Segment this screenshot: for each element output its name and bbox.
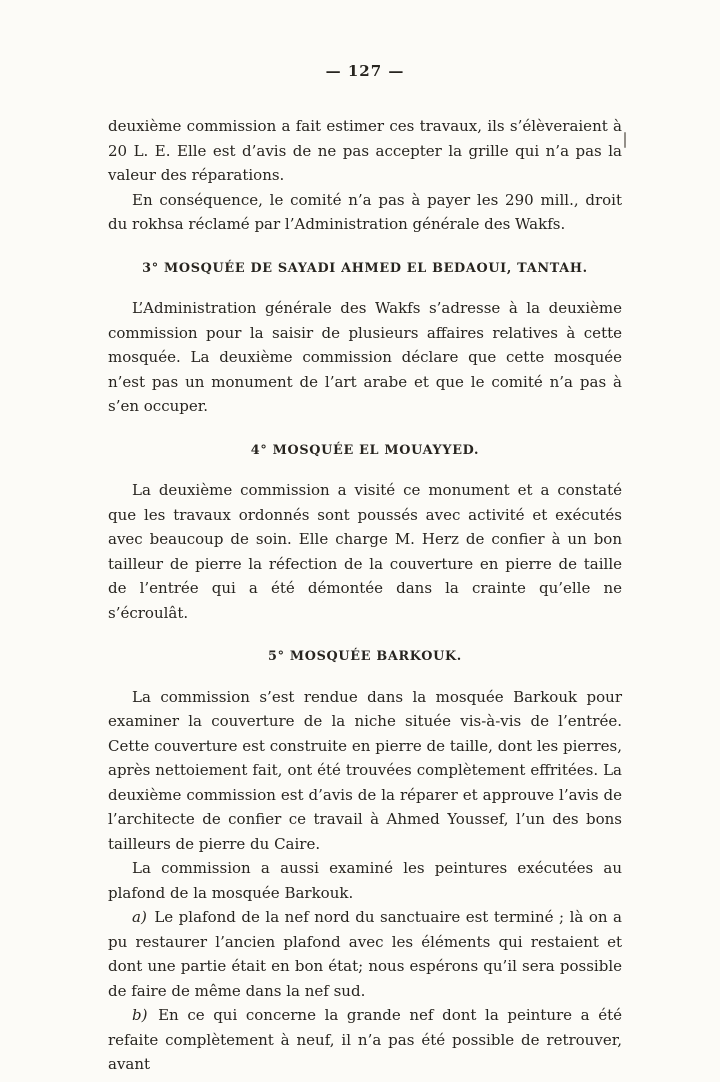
section-heading: 4° MOSQUÉE EL MOUAYYED.	[250, 442, 480, 458]
item-marker: b)	[132, 1006, 148, 1025]
item-marker: a)	[132, 908, 147, 927]
page-number: — 127 —	[325, 62, 405, 80]
list-paragraph	[108, 1003, 622, 1077]
paragraph: La commission s’est rendue dans la mosquée Barkouk pour examiner la couverture de la niche située vis-à-vis de l’entrée. Cette couverture est construite en pierre de taille, dont les pierres, après nettoiement fait, ont été trouvées complètement effritées. La deuxième commission est d’avis de la réparer et approuve l’avis de l’architecte de confier ce travail à Ahmed Youssef, l’un des bons tailleurs de pierre du Caire.	[108, 687, 622, 853]
paragraph: En conséquence, le comité n’a pas à payer les 290 mill., droit du rokhsa réclamé par l’Administration générale des Wakfs.	[108, 190, 622, 233]
paragraph: La commission a aussi examiné les peintures exécutées au plafond de la mosquée Barkouk.	[108, 859, 622, 902]
paragraph-text: Le plafond de la nef nord du sanctuaire est terminé ; là on a pu restaurer l’ancien plafond avec les éléments qui restaient et dont une partie était en bon état; nous espérons qu’il sera possible de faire de même dans la nef sud.	[108, 908, 622, 1000]
page-body	[108, 114, 622, 1077]
section-heading: 5° MOSQUÉE BARKOUK.	[268, 649, 462, 665]
list-paragraph	[108, 905, 622, 1003]
paragraph-text: En ce qui concerne la grande nef dont la peinture a été refaite complètement à neuf, il n’a pas été possible de retrouver, avant	[108, 1006, 622, 1074]
scan-artifact	[624, 132, 626, 148]
paragraph: deuxième commission a fait estimer ces travaux, ils s’élèveraient à 20 L. E. Elle est d’avis de ne pas accepter la grille qui n’a pas la valeur des réparations.	[108, 117, 622, 184]
paragraph: L’Administration générale des Wakfs s’adresse à la deuxième commission pour la saisir de plusieurs affaires relatives à cette mosquée. La deuxième commission déclare que cette mosquée n’est pas un monument de l’art arabe et que le comité n’a pas à s’en occuper.	[108, 299, 622, 416]
section-heading: 3° MOSQUÉE DE SAYADI AHMED EL BEDAOUI, TANTAH.	[142, 260, 588, 276]
paragraph: La deuxième commission a visité ce monument et a constaté que les travaux ordonnés sont poussés avec activité et exécutés avec beaucoup de soin. Elle charge M. Herz de confier à un bon tailleur de pierre la réfection de la couverture en pierre de taille de l’entrée qui a été démontée dans la crainte qu’elle ne s’écroulât.	[108, 481, 622, 622]
